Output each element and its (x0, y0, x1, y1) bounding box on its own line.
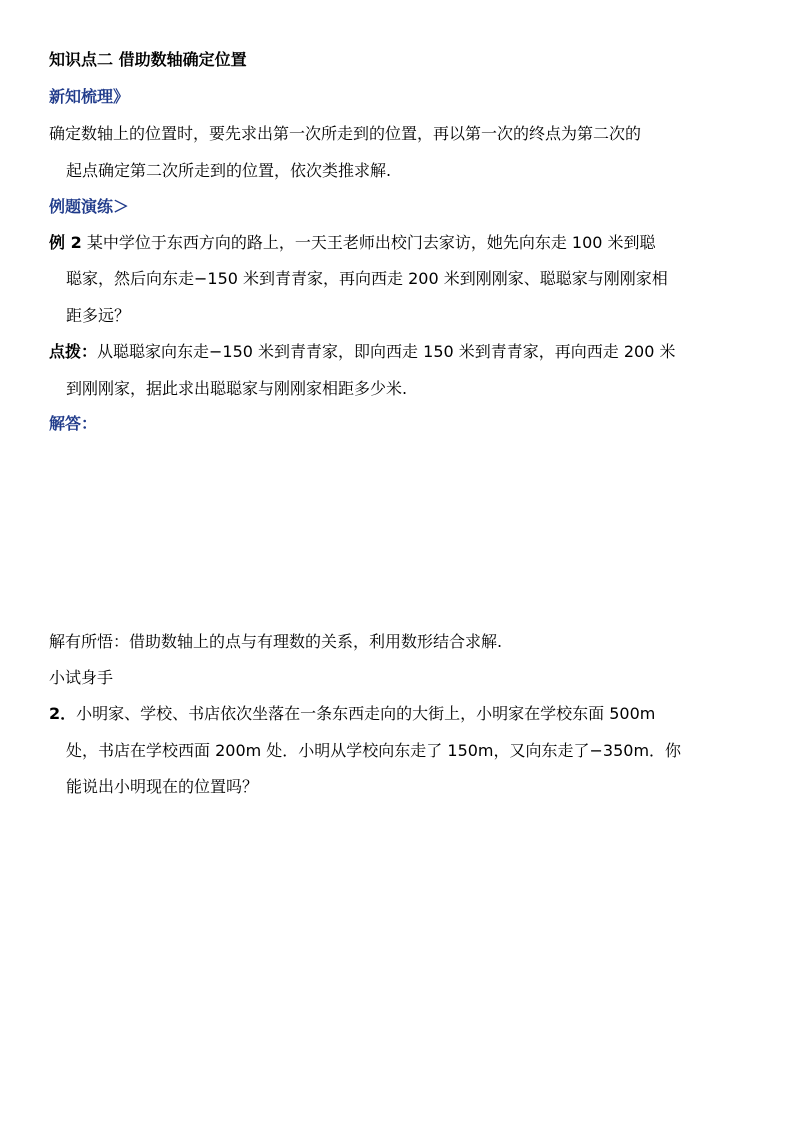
example-2-line-3: 距多远？ (66, 306, 131, 325)
answer-label: 解答： (49, 414, 98, 433)
question-2-number: 2． (49, 704, 77, 723)
new-knowledge-line-2: 起点确定第二次所走到的位置，依次类推求解. (66, 161, 392, 180)
new-knowledge-line-1: 确定数轴上的位置时，要先求出第一次所走到的位置，再以第一次的终点为第二次的 (49, 124, 642, 143)
new-knowledge-heading: 新知梳理》 (49, 87, 130, 106)
question-2-line-1 (49, 703, 655, 725)
example-2-label: 例 2 (49, 233, 82, 252)
example-practice-heading: 例题演练＞ (49, 197, 130, 216)
hint-text-1: 从聪聪家向东走−150 米到青青家，即向西走 150 米到青青家，再向西走 200 米 (97, 342, 676, 361)
example-2-line-1 (49, 232, 656, 254)
question-2-line-3: 能说出小明现在的位置吗？ (66, 777, 259, 796)
insight-text: 解有所悟：借助数轴上的点与有理数的关系，利用数形结合求解. (49, 632, 503, 651)
question-2-line-2: 处，书店在学校西面 200m 处．小明从学校向东走了 150m，又向东走了−350m．你 (66, 741, 682, 760)
try-it-heading: 小试身手 (49, 668, 114, 687)
example-2-line-2: 聪家，然后向东走−150 米到青青家，再向西走 200 米到刚刚家、聪聪家与刚刚家相 (66, 269, 668, 288)
question-2-text-1: 小明家、学校、书店依次坐落在一条东西走向的大街上，小明家在学校东面 500m (76, 704, 656, 723)
hint-line-2: 到刚刚家，据此求出聪聪家与刚刚家相距多少米. (66, 379, 408, 398)
hint-label: 点拨： (49, 342, 98, 361)
section-title: 知识点二 借助数轴确定位置 (49, 50, 247, 69)
example-2-text-1: 某中学位于东西方向的路上，一天王老师出校门去家访，她先向东走 100 米到聪 (86, 233, 656, 252)
hint-line-1 (49, 341, 675, 363)
